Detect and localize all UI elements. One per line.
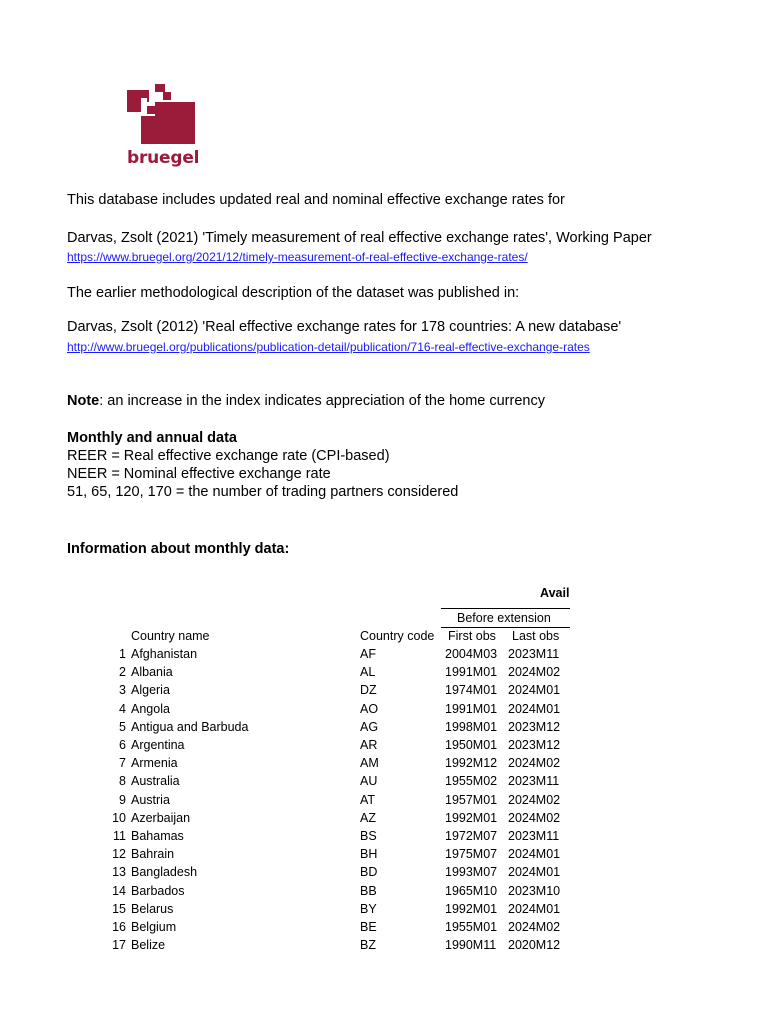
bruegel-logo [127, 84, 201, 174]
last-obs-cell: 2023M12 [508, 738, 561, 752]
first-obs-cell: 1990M11 [445, 938, 497, 953]
header-rule-top [441, 608, 570, 609]
column-header-country-code: Country code [360, 629, 435, 643]
country-code-cell: AG [360, 719, 379, 734]
definition-partners: 51, 65, 120, 170 = the number of trading partners considered [67, 484, 459, 500]
country-name-cell: Algeria [131, 683, 170, 698]
last-obs-cell: 2023M10 [508, 883, 561, 898]
first-obs-cell: 1965M10 [445, 883, 498, 898]
row-number: 5 [119, 719, 126, 734]
definition-neer: NEER = Nominal effective exchange rate [67, 466, 331, 482]
country-name-cell: Afghanistan [131, 647, 198, 661]
definition-reer: REER = Real effective exchange rate (CPI-based) [67, 448, 390, 464]
country-name-cell: Belize [131, 938, 166, 953]
row-number: 1 [119, 647, 126, 661]
first-obs-cell: 2004M03 [445, 647, 498, 661]
last-obs-cell: 2024M02 [508, 920, 561, 934]
first-obs-cell: 1975M07 [445, 847, 498, 862]
definitions-heading: Monthly and annual data [67, 430, 237, 446]
country-code-cell: AT [360, 792, 376, 807]
row-number: 6 [119, 738, 126, 752]
bruegel-logo-mark [127, 84, 201, 146]
country-code-cell: BB [360, 883, 377, 898]
country-name-cell: Albania [131, 665, 173, 680]
country-name-cell: Antigua and Barbuda [131, 719, 249, 734]
first-obs-cell: 1992M12 [445, 756, 498, 771]
first-obs-cell: 1993M07 [445, 865, 498, 880]
country-name-cell: Azerbaijan [131, 810, 191, 825]
country-name-cell: Austria [131, 792, 170, 807]
row-number: 16 [112, 920, 126, 934]
row-number: 4 [119, 701, 126, 716]
country-name-cell: Bahamas [131, 829, 184, 843]
row-number: 12 [112, 847, 126, 862]
last-obs-cell: 2023M11 [508, 647, 560, 661]
country-code-cell: BE [360, 920, 377, 934]
first-obs-cell: 1998M01 [445, 719, 498, 734]
row-number: 7 [119, 756, 126, 771]
last-obs-cell: 2023M11 [508, 774, 560, 789]
row-number: 8 [119, 774, 126, 789]
first-obs-cell: 1955M01 [445, 920, 498, 934]
first-obs-cell: 1955M02 [445, 774, 498, 789]
last-obs-cell: 2024M01 [508, 865, 561, 880]
country-name-cell: Barbados [131, 883, 185, 898]
monthly-heading: Information about monthly data: [67, 541, 290, 557]
country-code-cell: BY [360, 901, 377, 916]
last-obs-cell: 2024M01 [508, 847, 561, 862]
country-code-cell: BS [360, 829, 377, 843]
country-code-cell: AO [360, 701, 379, 716]
country-code-cell: AZ [360, 810, 376, 825]
country-name-cell: Angola [131, 701, 170, 716]
last-obs-cell: 2024M02 [508, 756, 561, 771]
last-obs-cell: 2024M01 [508, 901, 561, 916]
first-obs-cell: 1974M01 [445, 683, 498, 698]
row-number: 10 [112, 810, 126, 825]
country-name-cell: Bahrain [131, 847, 175, 862]
country-code-cell: BD [360, 865, 378, 880]
first-obs-cell: 1992M01 [445, 901, 498, 916]
first-obs-cell: 1991M01 [445, 701, 498, 716]
availability-label: Avail [540, 586, 570, 600]
row-number: 17 [112, 938, 126, 953]
country-code-cell: BH [360, 847, 378, 862]
column-header-last-obs: Last obs [512, 629, 560, 643]
citation-2021: Darvas, Zsolt (2021) 'Timely measurement of real effective exchange rates', Working Paper [67, 230, 652, 246]
row-number: 15 [112, 901, 126, 916]
logo-wordmark: bruegel [127, 148, 200, 168]
intro-text: This database includes updated real and nominal effective exchange rates for [67, 192, 565, 208]
first-obs-cell: 1972M07 [445, 829, 498, 843]
column-header-first-obs: First obs [448, 629, 496, 643]
country-code-cell: BZ [360, 938, 376, 953]
first-obs-cell: 1991M01 [445, 665, 498, 680]
country-code-cell: AL [360, 665, 376, 680]
last-obs-cell: 2024M02 [508, 810, 561, 825]
country-name-cell: Argentina [131, 738, 185, 752]
row-number: 9 [119, 792, 126, 807]
last-obs-cell: 2024M01 [508, 683, 561, 698]
link-2021[interactable]: https://www.bruegel.org/2021/12/timely-measurement-of-real-effective-exchange-rates/ [67, 250, 528, 264]
country-name-cell: Bangladesh [131, 865, 198, 880]
link-2012[interactable]: http://www.bruegel.org/publications/publication-detail/publication/716-real-effective-exchange-rates [67, 340, 590, 354]
first-obs-cell: 1950M01 [445, 738, 498, 752]
row-number: 13 [112, 865, 126, 880]
citation-2012: Darvas, Zsolt (2012) 'Real effective exchange rates for 178 countries: A new database' [67, 319, 622, 335]
country-code-cell: AU [360, 774, 378, 789]
country-name-cell: Belarus [131, 901, 174, 916]
last-obs-cell: 2023M12 [508, 719, 561, 734]
country-name-cell: Belgium [131, 920, 177, 934]
last-obs-cell: 2023M11 [508, 829, 560, 843]
row-number: 3 [119, 683, 126, 698]
note-line [67, 393, 570, 409]
row-number: 2 [119, 665, 126, 680]
last-obs-cell: 2024M02 [508, 792, 561, 807]
earlier-description: The earlier methodological description of the dataset was published in: [67, 285, 520, 301]
row-number: 11 [113, 829, 126, 843]
last-obs-cell: 2020M12 [508, 938, 561, 953]
first-obs-cell: 1957M01 [445, 792, 498, 807]
row-number: 14 [112, 883, 126, 898]
country-code-cell: DZ [360, 683, 377, 698]
last-obs-cell: 2024M02 [508, 665, 561, 680]
last-obs-cell: 2024M01 [508, 701, 561, 716]
note-text: : an increase in the index indicates appreciation of the home currency [99, 393, 545, 409]
country-code-cell: AM [360, 756, 379, 771]
country-name-cell: Australia [131, 774, 180, 789]
note-label: Note [67, 393, 100, 409]
before-extension-header: Before extension [457, 611, 551, 625]
country-code-cell: AR [360, 738, 378, 752]
column-header-country-name: Country name [131, 629, 210, 643]
country-code-cell: AF [360, 647, 376, 661]
first-obs-cell: 1992M01 [445, 810, 498, 825]
country-name-cell: Armenia [131, 756, 178, 771]
